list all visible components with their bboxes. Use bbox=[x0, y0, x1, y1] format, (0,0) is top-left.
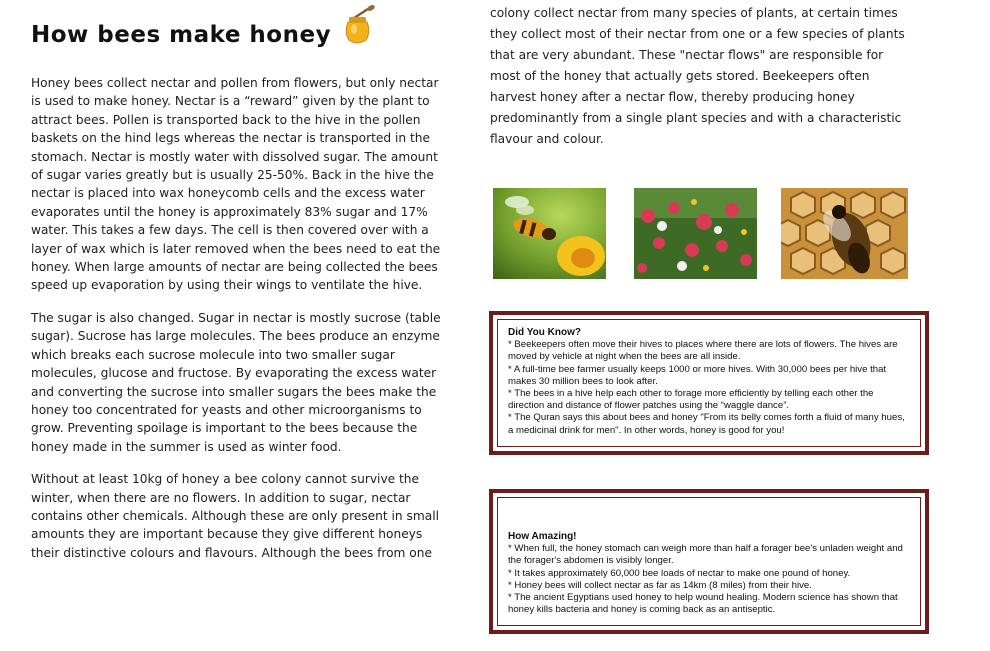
page-title: How bees make honey bbox=[31, 22, 332, 48]
bee-on-honeycomb-photo bbox=[781, 188, 908, 279]
did-you-know-item: * A full-time bee farmer usually keeps 1000 or more hives. With 30,000 bees per hive that makes 30 million bees to look after. bbox=[508, 363, 887, 387]
paragraph-sugar: The sugar is also changed. Sugar in nectar is mostly sucrose (table sugar). Sucrose has large molecules. The bees produce an enzyme which breaks each sucrose molecule into two smaller sugar molecules, glucose and fructose. By evaporating the excess water and converting the sucrose into smaller sugars the bees make the honey too concentrated for yeasts and other microorganisms to grow. Preventing spoilage is important to the bees because the honey made in the summer is used as winter food. bbox=[31, 310, 441, 454]
did-you-know-item: * The bees in a hive help each other to forage more efficiently by telling each other the direction and distance of flower patches using the “waggle dance”. bbox=[508, 388, 874, 412]
honey-pot-icon bbox=[340, 4, 376, 46]
bee-flying-photo bbox=[493, 188, 606, 279]
did-you-know-title: Did You Know? bbox=[508, 327, 581, 338]
how-amazing-item: * Honey bees will collect nectar as far as 14km (8 miles) from their hive. bbox=[508, 579, 812, 591]
flower-garden-photo bbox=[634, 188, 757, 279]
article-right-continuation: colony collect nectar from many species of plants, at certain times they collect most of their nectar from one or a few species of plants that are very abundant. These "nectar flows" are responsible for most of the honey that actually gets stored. Beekeepers often harvest honey after a nectar flow, thereby producing honey predominantly from a single plant species and with a characteristic flavour and colour. bbox=[490, 6, 905, 146]
how-amazing-box bbox=[489, 489, 929, 634]
did-you-know-box bbox=[489, 311, 929, 455]
article-left-column bbox=[31, 74, 441, 576]
how-amazing-item: * When full, the honey stomach can weigh more than half a forager bee's unladen weight and the forager's abdomen is visibly longer. bbox=[508, 543, 903, 567]
how-amazing-content bbox=[508, 531, 911, 616]
paragraph-nectar: Honey bees collect nectar and pollen from flowers, but only nectar is used to make honey. Nectar is a “reward” given by the plant to attract bees. Pollen is transported back to the hive in the pollen baskets on the hind legs whereas the nectar is transported in the stomach. Nectar is mostly water with dissolved sugar. The amount of sugar varies greatly but is usually 25-50%. Back in the hive the nectar is placed into wax honeycomb cells and the excess water evaporates until the honey is approximately 83% sugar and 17% water. This takes a few days. The cell is then covered over with a layer of wax which is later removed when the bees need to eat the honey. When large amounts of nectar are being collected the bees speed up evaporation by using their wings to ventilate the hive. bbox=[31, 76, 441, 293]
how-amazing-item: * It takes approximately 60,000 bee loads of nectar to make one pound of honey. bbox=[508, 567, 851, 579]
did-you-know-content bbox=[508, 327, 911, 437]
paragraph-winter: Without at least 10kg of honey a bee colony cannot survive the winter, when there are no flowers. In addition to sugar, nectar contains other chemicals. Although these are only present in small amounts they are important because they give different honeys their distinctive colours and flavours. Although the bees from one bbox=[31, 472, 439, 560]
how-amazing-title: How Amazing! bbox=[508, 531, 577, 542]
how-amazing-item: * The ancient Egyptians used honey to help wound healing. Modern science has shown that honey kills bacteria and honey is coming back as an antiseptic. bbox=[508, 592, 898, 616]
did-you-know-item: * Beekeepers often move their hives to places where there are lots of flowers. The hives are moved by vehicle at night when the bees are all inside. bbox=[508, 339, 898, 363]
did-you-know-item: * The Quran says this about bees and honey "From its belly comes forth a fluid of many hues, a medicinal drink for men". In other words, honey is good for you! bbox=[508, 412, 905, 436]
